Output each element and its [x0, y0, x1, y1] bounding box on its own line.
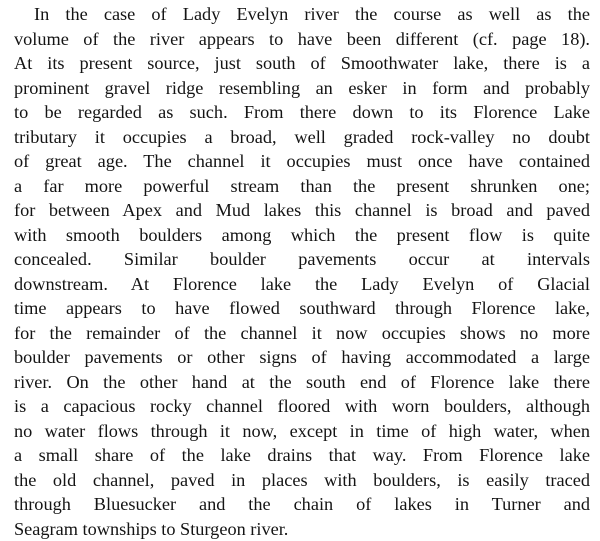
paragraph-line: of great age. The channel it occupies must once have contained — [14, 149, 590, 174]
paragraph-line: the old channel, paved in places with boulders, is easily traced — [14, 468, 590, 493]
paragraph-line: through Bluesucker and the chain of lakes in Turner and — [14, 492, 590, 517]
paragraph-line: with smooth boulders among which the present flow is quite — [14, 223, 590, 248]
paragraph-line: time appears to have flowed southward through Florence lake, — [14, 296, 590, 321]
paragraph-line: boulder pavements or other signs of having accommodated a large — [14, 345, 590, 370]
paragraph-line: for between Apex and Mud lakes this channel is broad and paved — [14, 198, 590, 223]
paragraph-line: prominent gravel ridge resembling an esker in form and probably — [14, 76, 590, 101]
body-paragraph — [14, 2, 590, 541]
paragraph-line: a far more powerful stream than the present shrunken one; — [14, 174, 590, 199]
paragraph-line: downstream. At Florence lake the Lady Evelyn of Glacial — [14, 272, 590, 297]
paragraph-line: to be regarded as such. From there down to its Florence Lake — [14, 100, 590, 125]
paragraph-line: a small share of the lake drains that way. From Florence lake — [14, 443, 590, 468]
paragraph-line: river. On the other hand at the south end of Florence lake there — [14, 370, 590, 395]
paragraph-line: concealed. Similar boulder pavements occur at intervals — [14, 247, 590, 272]
paragraph-line: no water flows through it now, except in time of high water, when — [14, 419, 590, 444]
paragraph-line: tributary it occupies a broad, well graded rock-valley no doubt — [14, 125, 590, 150]
paragraph-line: for the remainder of the channel it now occupies shows no more — [14, 321, 590, 346]
paragraph-line: volume of the river appears to have been different (cf. page 18). — [14, 27, 590, 52]
paragraph-line: At its present source, just south of Smoothwater lake, there is a — [14, 51, 590, 76]
paragraph-line: Seagram townships to Sturgeon river. — [14, 517, 590, 541]
paragraph-line: is a capacious rocky channel floored with worn boulders, although — [14, 394, 590, 419]
paragraph-line: In the case of Lady Evelyn river the course as well as the — [14, 2, 590, 27]
